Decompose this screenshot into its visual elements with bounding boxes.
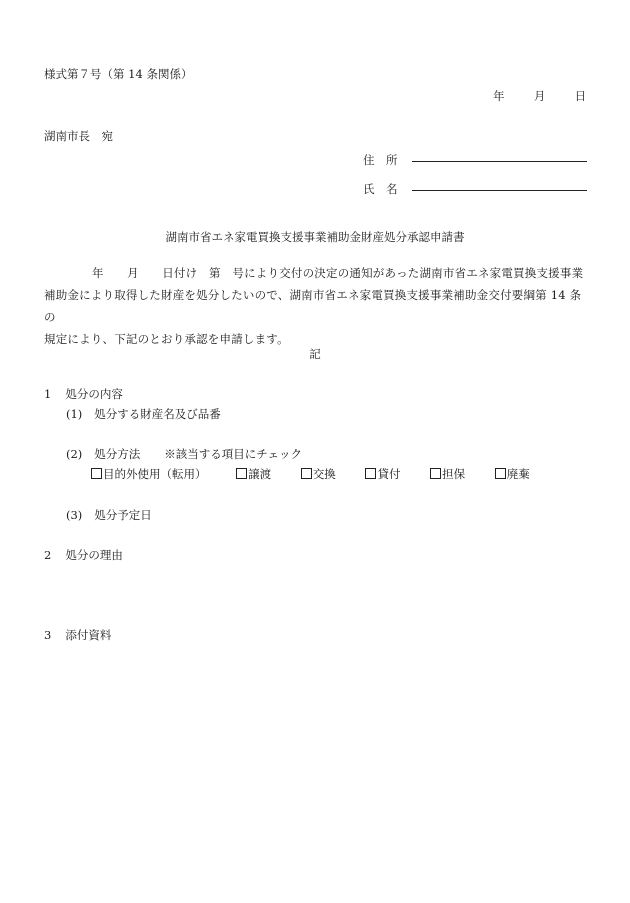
body-line: 年 月 日付け 第 号により交付の決定の通知があった湖南市省エネ家電買換支援事業 [92,266,584,280]
disposal-options [91,466,556,482]
item-label: 処分する財産名及び品番 [94,407,221,421]
option-label: 廃棄 [506,467,530,481]
checkbox[interactable] [495,468,506,479]
body-line: 規定により、下記のとおり承認を申請します。 [44,332,289,346]
date-line [493,88,586,104]
name-label: 氏 名 [363,182,398,196]
name-row [363,181,587,197]
name-field[interactable] [412,189,587,191]
body-paragraph [44,262,590,350]
item-label: 処分予定日 [94,508,152,522]
section-number: 2 [44,548,52,562]
addressee: 湖南市長 宛 [44,129,113,143]
address-label: 住 所 [363,153,398,167]
item-note: ※該当する項目にチェック [164,447,302,461]
item-label: 処分方法 [94,447,141,461]
option-label: 交換 [312,467,336,481]
item-number: (3) [66,508,83,522]
option-lend[interactable] [365,466,400,482]
section-3 [44,627,111,643]
body-line: 補助金により取得した財産を処分したいので、湖南市省エネ家電買換支援事業補助金交付要綱第 14 条の [44,288,582,324]
form-number: 様式第７号（第 14 条関係） [44,67,193,81]
document-title: 湖南市省エネ家電買換支援事業補助金財産処分承認申請書 [165,230,465,244]
checkbox[interactable] [365,468,376,479]
option-transfer[interactable] [236,466,271,482]
checkbox[interactable] [236,468,247,479]
option-discard[interactable] [495,466,530,482]
option-label: 担保 [442,467,466,481]
section-title: 処分の内容 [65,387,123,401]
section-1 [44,386,123,402]
checkbox[interactable] [301,468,312,479]
item-number: (2) [66,447,83,461]
section-title: 処分の理由 [65,548,123,562]
date-month: 月 [533,89,546,103]
item-1 [66,406,221,422]
date-day: 日 [574,89,587,103]
option-label: 目的外使用（転用） [103,467,207,481]
item-2 [66,446,302,462]
address-field[interactable] [412,160,587,162]
address-row [363,152,587,168]
item-3 [66,507,152,523]
section-number: 3 [44,628,52,642]
date-year: 年 [493,89,505,103]
checkbox[interactable] [91,468,102,479]
option-label: 譲渡 [248,467,272,481]
option-label: 貸付 [377,467,401,481]
item-number: (1) [66,407,83,421]
option-repurpose[interactable] [91,466,207,482]
checkbox[interactable] [430,468,441,479]
option-exchange[interactable] [301,466,336,482]
section-2 [44,547,123,563]
section-title: 添付資料 [65,628,112,642]
section-number: 1 [44,387,52,401]
ki-heading: 記 [309,347,321,361]
option-collateral[interactable] [430,466,465,482]
